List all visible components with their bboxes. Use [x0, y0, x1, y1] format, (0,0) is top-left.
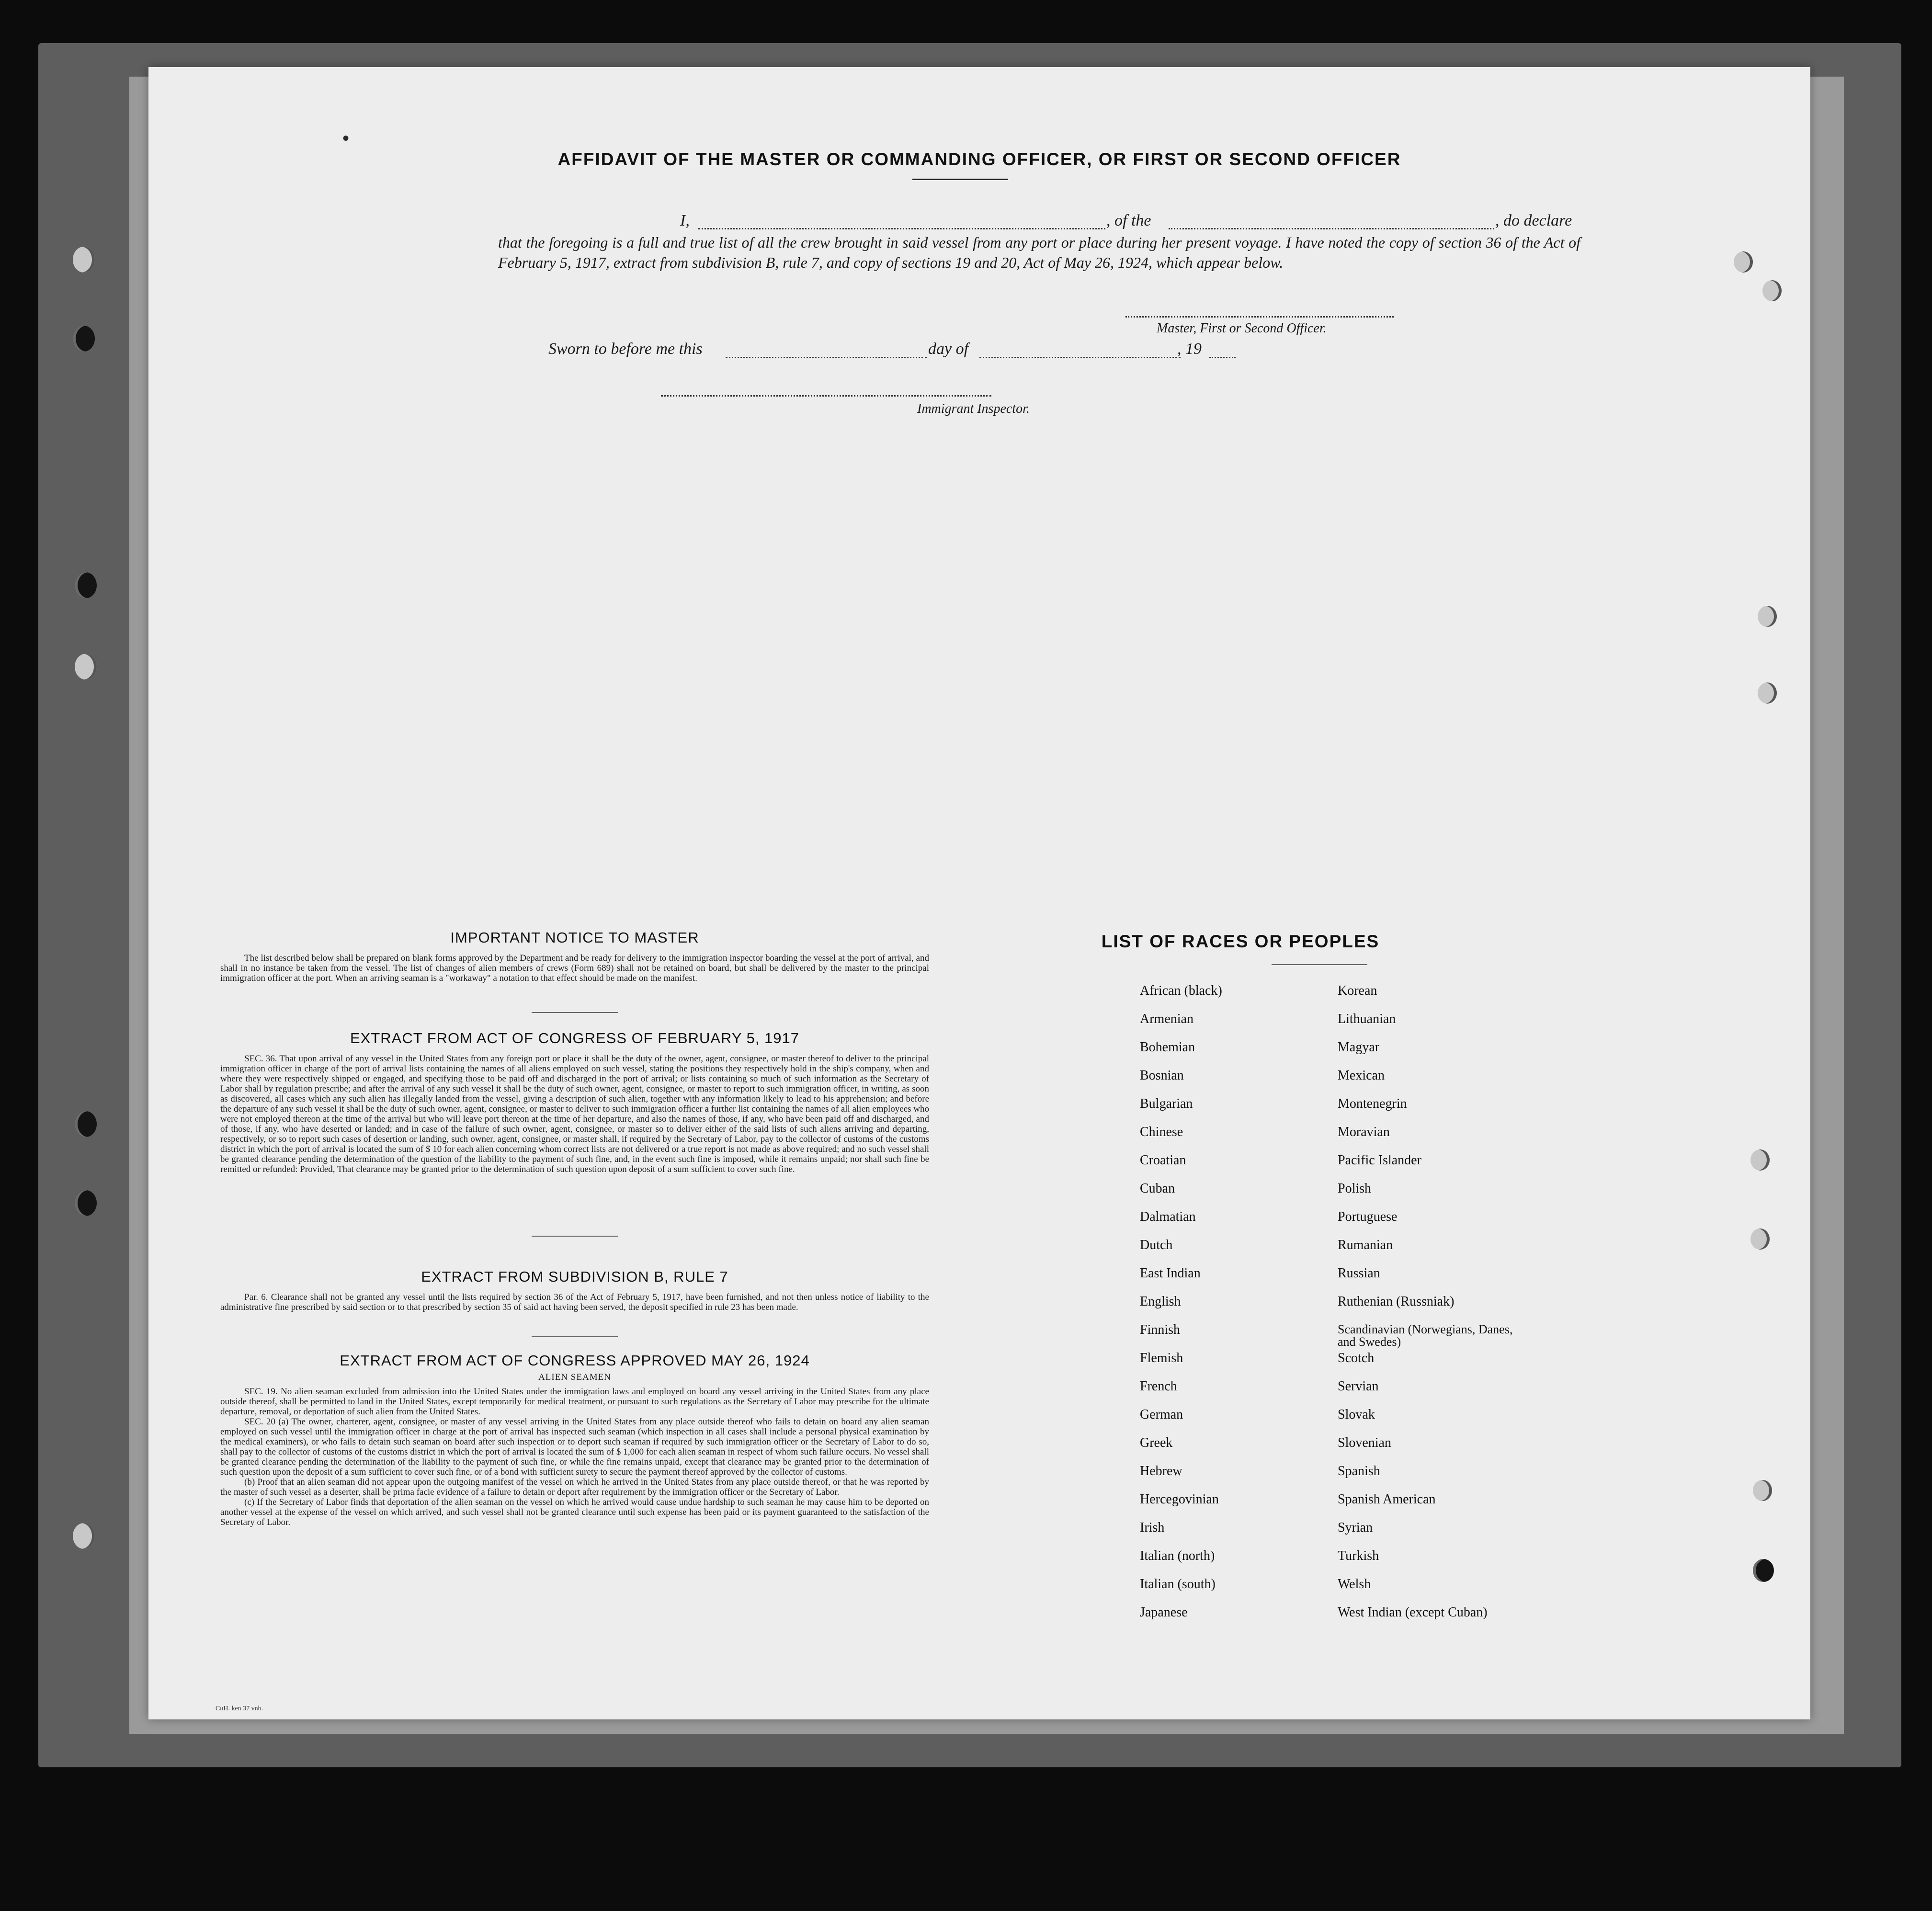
race-item: Polish	[1338, 1181, 1372, 1196]
race-item: German	[1140, 1407, 1183, 1422]
sec20b-text: (b) Proof that an alien seaman did not appear upon the outgoing manifest of the vessel on which he arrived in the United States from any place outside thereof, or that he was reported by the master of such vessel as a deserter, shall be prima facie evidence of a failure to detain or deport after requirement by the immigration officer or the Secretary of Labor.	[220, 1477, 929, 1497]
footer-note: CuH. ken 37 vnb.	[216, 1705, 263, 1712]
race-item: Bosnian	[1140, 1068, 1184, 1083]
race-item: Portuguese	[1338, 1209, 1398, 1224]
extract-1917-title: EXTRACT FROM ACT OF CONGRESS OF FEBRUARY 5, 1917	[350, 1030, 800, 1046]
binder-hole-icon	[1750, 1228, 1770, 1250]
divider	[532, 1336, 618, 1337]
race-item: Magyar	[1338, 1040, 1380, 1055]
extract-1924-subtitle: ALIEN SEAMEN	[538, 1372, 611, 1382]
race-item: Chinese	[1140, 1125, 1183, 1139]
race-item: Flemish	[1140, 1351, 1183, 1365]
binder-hole-icon	[1734, 251, 1753, 273]
race-item: Rumanian	[1338, 1238, 1393, 1252]
divider	[532, 1012, 618, 1013]
race-item: Finnish	[1140, 1322, 1181, 1337]
race-item: Croatian	[1140, 1153, 1186, 1168]
race-item: Bohemian	[1140, 1040, 1195, 1055]
race-item: West Indian (except Cuban)	[1338, 1605, 1488, 1620]
title-rule	[912, 179, 1008, 180]
inspector-label: Immigrant Inspector.	[917, 401, 1030, 416]
extract-rule7-body: Par. 6. Clearance shall not be granted any vessel until the lists required by section 36 of the Act of February 5, 1917, have been furnished, and not then unless notice of liability to the administrative fine prescribed by said section or to that prescribed by section 35 of said act having been served, the deposit specified in rule 23 has been made.	[220, 1292, 929, 1312]
binder-hole-icon	[73, 247, 95, 273]
race-item: Moravian	[1338, 1125, 1390, 1139]
race-item: Welsh	[1338, 1577, 1371, 1592]
extract-rule7-title: EXTRACT FROM SUBDIVISION B, RULE 7	[421, 1268, 728, 1285]
sec20a-text: SEC. 20 (a) The owner, charterer, agent, consignee, or master of any vessel arriving in the United States from any place outside thereof who fails to detain on board any alien seaman employed on such vessel until the immigration officer in charge at the port of arrival has inspected such seaman (which inspection in all cases shall include a personal physical examination by the medical examiners), or who fails to detain such seaman on board after such inspection or to deport such seaman if required by such immigration officer or the Secretary of Labor to do so, shall pay to the collector of customs of the customs district in which the port of arrival is located the sum of $ 1,000 for each alien seaman in respect of whom such failure occurs. No vessel shall be granted clearance pending the determination of the liability to the payment of such fine, or while the fine remains unpaid, except that clearance may be granted prior to the determination of such question upon the deposit of a sum sufficient to cover such fine, or of a bond with sufficient surety to secure the payment thereof approved by the collector of customs.	[220, 1417, 929, 1477]
race-item: Syrian	[1338, 1520, 1373, 1535]
race-item: Cuban	[1140, 1181, 1175, 1196]
binder-hole-icon	[1753, 1480, 1772, 1501]
sec19-text: SEC. 19. No alien seaman excluded from admission into the United States under the immigration laws and employed on board any vessel arriving in the United States from any place outside thereof, shall be permitted to land in the United States, except temporarily for medical treatment, or pursuant to such regulations as the Secretary of Labor may prescribe for the ultimate departure, removal, or deportation of such alien from the United States.	[220, 1387, 929, 1417]
race-item: Turkish	[1338, 1548, 1379, 1563]
race-item: Japanese	[1140, 1605, 1188, 1620]
race-item: Hercegovinian	[1140, 1492, 1219, 1507]
inspector-signature-field[interactable]	[661, 395, 991, 397]
sec20c-text: (c) If the Secretary of Labor finds that deportation of the alien seaman on the vessel on which he arrived would cause undue hardship to such seaman he may cause him to be deported on another vessel at the expense of the vessel on which arrived, and such vessel shall not be granted clearance until such expense has been paid or its payment guaranteed to the satisfaction of the Secretary of Labor.	[220, 1497, 929, 1527]
day-of-label: day of	[928, 340, 969, 358]
affidavit-of-the: , of the	[1106, 212, 1151, 229]
race-item: Armenian	[1140, 1012, 1193, 1026]
binder-hole-icon	[1750, 1149, 1770, 1171]
affidavit-i-label: I,	[680, 212, 690, 229]
notice-body: The list described below shall be prepared on blank forms approved by the Department and be ready for delivery to the immigration inspector boarding the vessel at the port of arrival, and shall in no instance be taken from the vessel. The list of changes of alien members of crews (Form 689) shall not be retained on board, but shall be delivered by the master to the principal immigration officer at the port. When an arriving seaman is a "workaway" a notation to that effect should be made on the manifest.	[220, 953, 929, 983]
sworn-label: Sworn to before me this	[548, 340, 703, 358]
extract-1917-body: SEC. 36. That upon arrival of any vessel in the United States from any foreign port or place it shall be the duty of the owner, agent, consignee, or master thereof to deliver to the principal immigration officer in charge of the port of arrival lists containing the names of all aliens employed on such vessel, stating the positions they respectively hold in the ship's company, when and where they were respectively shipped or engaged, and specifying those to be paid off and discharged in the port of arrival; or lists containing so much of such information as the Secretary of Labor shall by regulation prescribe; and after the arrival of any such vessel it shall be the duty of such owner, agent, consignee, or master to report to such immigration officer, in writing, as soon as discovered, all cases which any such alien has illegally landed from the vessel, giving a description of such alien, together with any information likely to lead to his apprehension; and before the departure of any such vessel it shall be the duty of such owner, agent, consignee, or master to deliver to such immigration officer a further list containing the names of all alien employees who were not employed thereon at the time of the arrival but who will leave port thereon at the time of her departure, and also the names of those, if any, who have been paid off and discharged, and of those, if any, who have deserted or landed; and in case of the failure of such owner, agent, consignee, or master so to deliver either of the said lists of such aliens arriving and departing, respectively, or so to report such cases of desertion or landing, such owner, agent, consignee, or master shall, if required by the Secretary of Labor, pay to the collector of customs of the customs district in which the port of arrival is located the sum of $ 10 for each alien concerning whom correct lists are not delivered or a true report is not made as above required; and no such vessel shall be granted clearance pending the determination of the question of the liability to the payment of such fine, and, in the event such fine is imposed, while it remains unpaid; nor shall such fine be remitted or refunded: Provided, That clearance may be granted prior to the determination of such question upon deposit of a sum sufficient to cover such fine.	[220, 1054, 929, 1174]
notice-title: IMPORTANT NOTICE TO MASTER	[450, 929, 699, 946]
binder-hole-icon	[1753, 1559, 1774, 1582]
race-item: English	[1140, 1294, 1181, 1309]
race-item: Servian	[1338, 1379, 1379, 1394]
binder-hole-icon	[75, 1190, 97, 1216]
race-item: Spanish	[1338, 1464, 1380, 1479]
affidavit-body: that the foregoing is a full and true list of all the crew brought in said vessel from any port or place during her present voyage. I have noted the copy of section 36 of the Act of February 5, 1917, extract from subdivision B, rule 7, and copy of sections 19 and 20, Act of May 26, 1924, which appear below.	[498, 234, 1580, 271]
race-item: Hebrew	[1140, 1464, 1182, 1479]
race-item: African (black)	[1140, 983, 1222, 998]
race-item: Scandinavian (Norwegians, Danes, and Swedes)	[1338, 1322, 1513, 1349]
race-item: Scotch	[1338, 1351, 1375, 1365]
master-signature-field[interactable]	[1125, 316, 1394, 318]
binder-hole-icon	[75, 654, 97, 680]
extract-1924-title: EXTRACT FROM ACT OF CONGRESS APPROVED MAY 26, 1924	[340, 1352, 810, 1369]
divider	[532, 1236, 618, 1237]
race-item: Russian	[1338, 1266, 1380, 1281]
pencil-mark: •	[342, 127, 350, 149]
binder-hole-icon	[75, 1111, 97, 1137]
race-item: Montenegrin	[1338, 1096, 1407, 1111]
race-item: Pacific Islander	[1338, 1153, 1421, 1168]
divider	[1272, 964, 1367, 965]
name-field[interactable]	[698, 228, 1105, 229]
extract-1924-body	[220, 1387, 929, 1527]
race-item: Italian (south)	[1140, 1577, 1216, 1592]
race-item: Slovenian	[1338, 1435, 1391, 1450]
master-label: Master, First or Second Officer.	[1157, 321, 1327, 336]
race-item: Slovak	[1338, 1407, 1375, 1422]
sworn-month-field[interactable]	[979, 357, 1181, 358]
race-item: Dutch	[1140, 1238, 1173, 1252]
race-item: Greek	[1140, 1435, 1173, 1450]
sworn-year-field[interactable]	[1209, 357, 1236, 358]
binder-hole-icon	[1758, 606, 1777, 627]
binder-hole-icon	[73, 326, 95, 352]
year-label: , 19	[1177, 340, 1202, 358]
race-item: Korean	[1338, 983, 1377, 998]
binder-hole-icon	[73, 1523, 95, 1549]
race-item: Spanish American	[1338, 1492, 1436, 1507]
race-item: Bulgarian	[1140, 1096, 1193, 1111]
binder-hole-icon	[75, 572, 97, 598]
document-page	[148, 67, 1810, 1719]
races-title: LIST OF RACES OR PEOPLES	[1101, 932, 1380, 951]
race-item: Dalmatian	[1140, 1209, 1196, 1224]
race-item: Italian (north)	[1140, 1548, 1215, 1563]
races-column-2	[1338, 984, 1529, 1634]
binder-hole-icon	[1762, 280, 1782, 301]
race-item: French	[1140, 1379, 1177, 1394]
affidavit-do-declare: , do declare	[1495, 212, 1572, 229]
races-column-1	[1140, 984, 1222, 1634]
binder-hole-icon	[1758, 682, 1777, 704]
race-item: Irish	[1140, 1520, 1165, 1535]
race-item: Ruthenian (Russniak)	[1338, 1294, 1455, 1309]
sworn-date-field[interactable]	[726, 357, 927, 358]
affidavit-title: AFFIDAVIT OF THE MASTER OR COMMANDING OFFICER, OR FIRST OR SECOND OFFICER	[557, 149, 1401, 169]
race-item: East Indian	[1140, 1266, 1201, 1281]
vessel-field[interactable]	[1169, 228, 1494, 229]
race-item: Lithuanian	[1338, 1012, 1396, 1026]
race-item: Mexican	[1338, 1068, 1385, 1083]
